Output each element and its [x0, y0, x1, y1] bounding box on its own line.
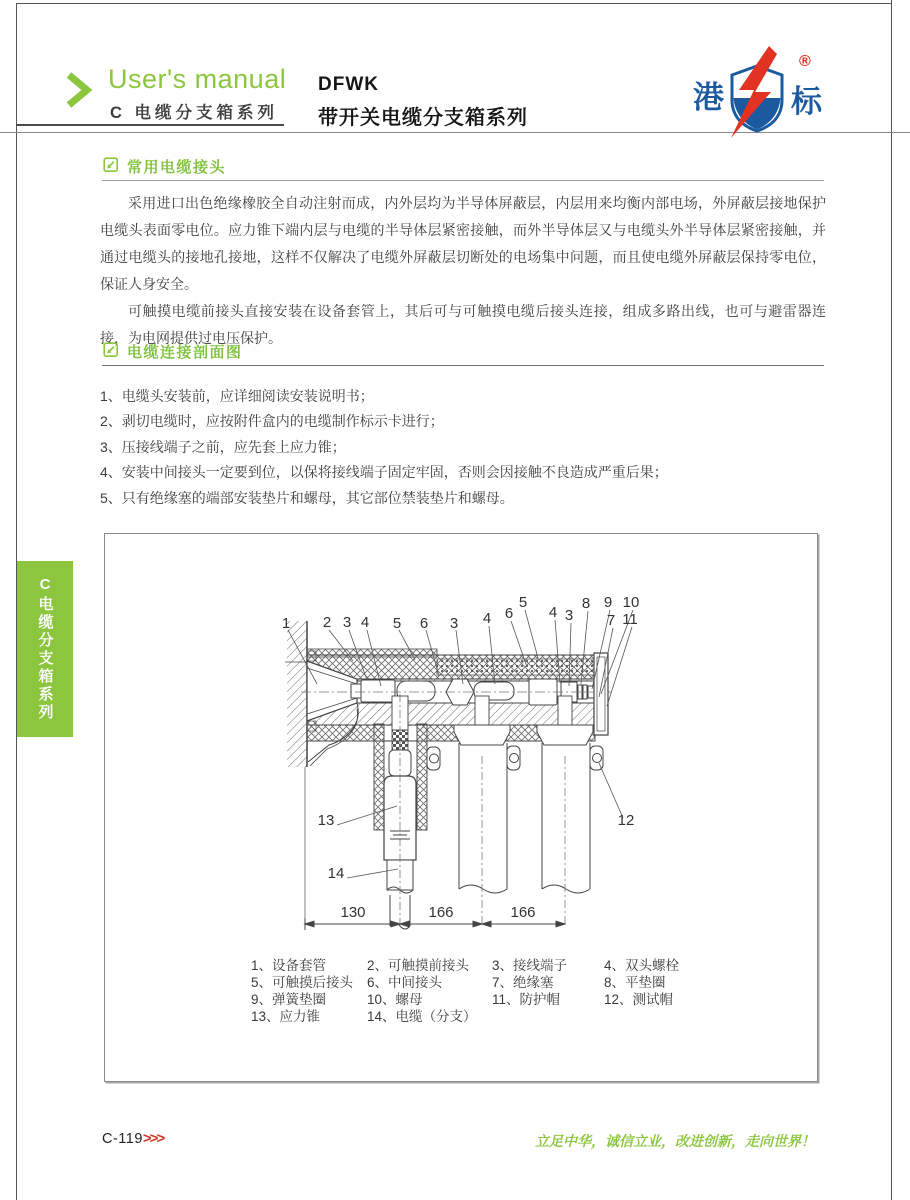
legend-item: 5、可触摸后接头	[251, 975, 354, 990]
branch-cables	[459, 743, 590, 893]
callout: 8	[581, 595, 591, 612]
legend-item: 9、弹簧垫圈	[251, 992, 327, 1007]
callout: 11	[622, 611, 638, 628]
note-item: 3、压接线端子之前，应先套上应力锥；	[100, 438, 346, 455]
callout: 1	[281, 615, 291, 632]
section-marker-icon	[103, 342, 119, 358]
legend-item: 11、防护帽	[492, 992, 561, 1007]
legend-item: 6、中间接头	[367, 975, 443, 990]
callout: 6	[504, 605, 514, 622]
dim-130: 130	[340, 904, 366, 921]
header-chevron-icon	[64, 70, 94, 117]
callout: 5	[392, 615, 402, 632]
note-item: 1、电缆头安装前，应详细阅读安装说明书；	[100, 388, 374, 404]
series-label: C 电缆分支箱系列	[110, 104, 278, 122]
legend-item: 4、双头螺栓	[604, 958, 680, 973]
callout: 2	[322, 614, 332, 631]
callout: 6	[419, 615, 429, 632]
callout: 5	[518, 594, 528, 611]
callout: 14	[327, 865, 345, 882]
series-underline	[16, 124, 284, 126]
page-number-text: C-119	[102, 1131, 143, 1147]
footer-slogan: 立足中华，诚信立业，改进创新，走向世界！	[535, 1133, 815, 1149]
callout: 4	[548, 604, 558, 621]
logo-left-char: 港	[693, 80, 724, 115]
legend-item: 13、应力锥	[251, 1009, 321, 1024]
callout: 13	[317, 812, 335, 829]
product-code: DFWK	[318, 74, 379, 95]
callout: 4	[360, 614, 370, 631]
section-title-cable-joints: 常用电缆接头	[127, 159, 227, 176]
brand-logo	[683, 38, 833, 143]
callout: 3	[564, 607, 574, 624]
cable-joints-paragraphs	[100, 190, 826, 352]
dimension-labels	[340, 904, 535, 921]
legend-item: 12、测试帽	[604, 992, 674, 1007]
sidebar-tab-label: C电缆分支箱系列	[36, 576, 54, 722]
right-rule	[891, 0, 892, 1200]
legend-item: 8、平垫圈	[604, 975, 666, 990]
note-item: 4、安装中间接头一定要到位，以保将接线端子固定牢固，否则会因接触不良造成严重后果；	[100, 464, 668, 481]
section2-rule	[102, 365, 824, 366]
logo-right-char: 标	[791, 84, 822, 119]
sidebar-series-tab	[17, 561, 73, 737]
section-title-section-view: 电缆连接剖面图	[127, 344, 243, 361]
legend-item: 7、绝缘塞	[492, 975, 554, 990]
stress-cone-cable	[374, 724, 427, 929]
legend-item: 3、接线端子	[492, 958, 568, 973]
callout: 9	[603, 594, 613, 611]
page-arrows-icon: >>>	[142, 1130, 164, 1147]
cable-section-diagram	[104, 533, 818, 1082]
callout: 3	[449, 615, 459, 632]
legend-item: 10、螺母	[367, 992, 423, 1007]
callout: 12	[617, 812, 635, 829]
note-item: 2、剥切电缆时，应按附件盒内的电缆制作标示卡进行；	[100, 413, 444, 430]
callout: 3	[342, 614, 352, 631]
manual-title: User's manual	[108, 64, 287, 94]
callout: 7	[606, 612, 616, 629]
top-rule	[16, 3, 892, 4]
paragraph: 采用进口出色绝缘橡胶全自动注射而成，内外层均为半导体屏蔽层，内层用来均衡内部电场，外屏蔽层接地保护电缆头表面零电位。应力锥下端内层与电缆的半导体层紧密接触，而外半导体层又与电缆头外半导体层紧密接触，并通过电缆头的接地孔接地，这样不仅解决了电缆外屏蔽层切断处的电场集中问题，而且使电缆外屏蔽层保持零电位，保证人身安全。	[100, 195, 826, 292]
legend-item: 2、可触摸前接头	[367, 958, 470, 973]
callout: 10	[622, 594, 640, 611]
registered-mark: ®	[799, 53, 811, 70]
legend-item: 14、电缆（分支）	[367, 1009, 477, 1024]
page-number	[102, 1130, 163, 1147]
section-marker-icon	[103, 157, 119, 173]
paragraph: 可触摸电缆前接头直接安装在设备套管上，其后可与可触摸电缆后接头连接，组成多路出线，也可与避雷器连接，为电网提供过电压保护。	[100, 303, 826, 346]
product-heading	[318, 74, 528, 130]
eyelet-tabs	[427, 746, 603, 770]
section1-rule	[102, 180, 824, 181]
product-name: 带开关电缆分支箱系列	[318, 107, 528, 129]
callout: 4	[482, 610, 492, 627]
note-item: 5、只有绝缘塞的端部安装垫片和螺母，其它部位禁装垫片和螺母。	[100, 489, 514, 506]
dim-166b: 166	[510, 904, 536, 921]
installation-notes	[100, 384, 826, 511]
dim-166a: 166	[428, 904, 454, 921]
legend-item: 1、设备套管	[251, 958, 327, 973]
mounting-wall	[285, 621, 307, 926]
